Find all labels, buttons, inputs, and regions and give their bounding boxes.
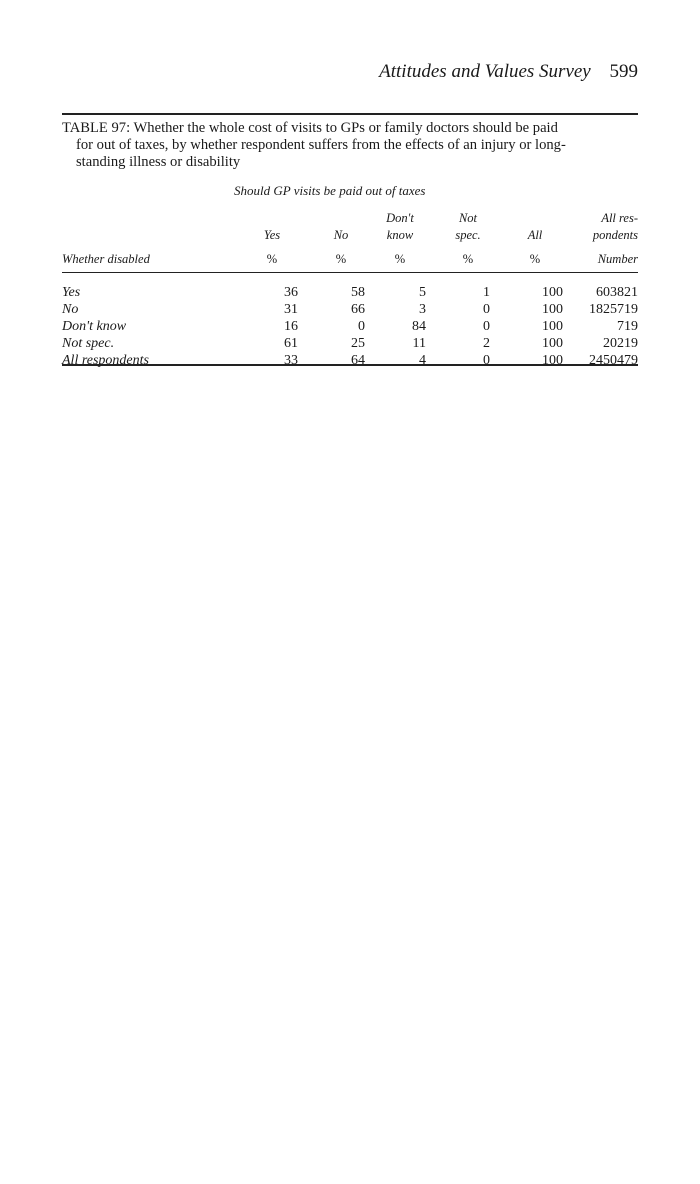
col-unit-no: % <box>335 252 347 266</box>
header-rule <box>62 272 638 273</box>
cell-yes: 61 <box>284 336 298 351</box>
caption-line: standing illness or disability <box>76 154 241 170</box>
cell-number: 2450479 <box>589 353 638 368</box>
cell-all: 100 <box>542 285 563 300</box>
cell-yes: 33 <box>284 353 298 368</box>
col-unit-all: % <box>529 252 541 266</box>
cell-dont-know: 11 <box>412 336 426 351</box>
row-label: Don't know <box>62 319 127 334</box>
row-label: Yes <box>62 285 81 300</box>
cell-all: 100 <box>542 353 563 368</box>
col-unit-not-spec: % <box>462 252 474 266</box>
col-unit-dont-know: % <box>394 252 406 266</box>
table-row <box>62 302 638 317</box>
cell-yes: 31 <box>284 302 298 317</box>
cell-number: 719 <box>617 319 638 334</box>
cell-no: 25 <box>351 336 365 351</box>
cell-number: 20219 <box>603 336 638 351</box>
stub-header: Whether disabled <box>62 252 150 266</box>
table-top-rule <box>62 113 638 115</box>
cell-dont-know: 5 <box>419 285 426 300</box>
row-label: All respondents <box>62 353 149 368</box>
table-row <box>62 319 638 334</box>
row-label: No <box>62 302 79 317</box>
running-head-title: Attitudes and Values Survey <box>379 61 591 82</box>
cell-not-spec: 1 <box>483 285 490 300</box>
cell-not-spec: 0 <box>483 353 490 368</box>
table-caption <box>62 120 638 171</box>
col-header-no: No <box>333 228 349 242</box>
cell-no: 66 <box>351 302 365 317</box>
cell-all: 100 <box>542 336 563 351</box>
col-header-dont-know-2: know <box>386 228 414 242</box>
cell-no: 58 <box>351 285 365 300</box>
col-header-dont-know-1: Don't <box>386 211 414 225</box>
caption-line: TABLE 97: Whether the whole cost of visits to GPs or family doctors should be paid <box>62 120 558 136</box>
page-number: 599 <box>609 61 638 82</box>
column-spanner: Should GP visits be paid out of taxes <box>234 183 426 198</box>
cell-not-spec: 2 <box>483 336 490 351</box>
cell-all: 100 <box>542 302 563 317</box>
cell-yes: 36 <box>284 285 298 300</box>
table-row <box>62 285 638 300</box>
col-header-all-respondents-1: All res- <box>601 211 638 225</box>
col-header-not-spec-2: spec. <box>455 228 481 242</box>
cell-dont-know: 4 <box>419 353 426 368</box>
col-unit-yes: % <box>266 252 278 266</box>
table-bottom-rule <box>62 364 638 366</box>
col-header-yes: Yes <box>263 228 281 242</box>
cell-no: 0 <box>358 319 365 334</box>
cell-not-spec: 0 <box>483 319 490 334</box>
running-head <box>379 61 638 83</box>
cell-all: 100 <box>542 319 563 334</box>
caption-line: for out of taxes, by whether respondent suffers from the effects of an injury or long- <box>76 137 566 153</box>
col-header-all-respondents-2: pondents <box>592 228 638 242</box>
row-label: Not spec. <box>62 336 115 351</box>
cell-no: 64 <box>351 353 365 368</box>
cell-not-spec: 0 <box>483 302 490 317</box>
cell-number: 1825719 <box>589 302 638 317</box>
cell-dont-know: 3 <box>419 302 426 317</box>
col-header-not-spec-1: Not <box>458 211 478 225</box>
cell-dont-know: 84 <box>412 319 426 334</box>
table-row <box>62 336 638 351</box>
col-header-all: All <box>527 228 543 242</box>
col-unit-number: Number <box>597 252 638 266</box>
cell-yes: 16 <box>284 319 298 334</box>
cell-number: 603821 <box>596 285 638 300</box>
